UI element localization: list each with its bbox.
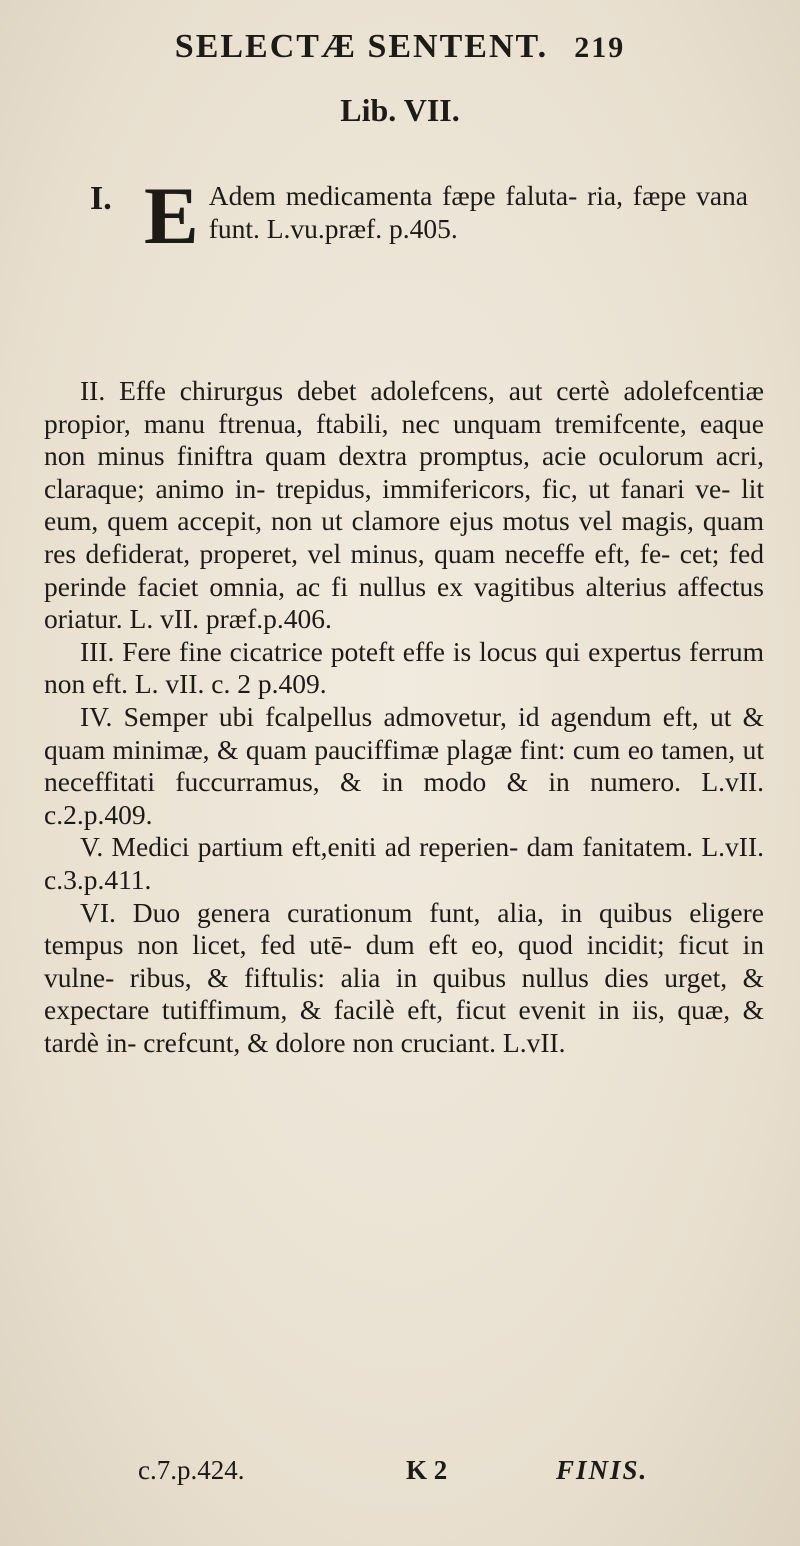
section-numeral-v: V.	[80, 831, 104, 863]
section-ii	[44, 375, 764, 636]
signature-mark: K 2	[406, 1455, 448, 1485]
section-i-text: Adem medicamenta fæpe faluta- ria, fæpe vana funt. L.vu.præf. p.405.	[208, 180, 748, 244]
section-iv-text: Semper ubi fcalpellus admovetur, id agendum eft, ut & quam minimæ, & quam pauciffimæ plagæ fint: cum eo tamen, ut neceffitati fuccurramus, & in modo & in numero. L.vII. c.2.p.409.	[44, 700, 764, 830]
page-number: 219	[574, 31, 626, 64]
section-v-text: Medici partium eft,eniti ad reperien- dam fanitatem. L.vII. c.3.p.411.	[44, 831, 764, 895]
final-reference: c.7.p.424.	[138, 1455, 245, 1485]
section-numeral-iv: IV.	[80, 700, 113, 732]
section-i	[138, 170, 748, 261]
section-vi	[44, 897, 764, 1060]
section-numeral-vi: VI.	[80, 896, 116, 928]
finis-label: FINIS.	[556, 1455, 649, 1485]
body-text-continued	[44, 375, 764, 1059]
running-head	[0, 28, 800, 66]
running-head-title: SELECTÆ SENTENT.	[174, 28, 549, 65]
body-text	[138, 170, 748, 261]
drop-cap: E	[144, 170, 199, 261]
section-ii-text: Effe chirurgus debet adolefcens, aut certè adolefcentiæ propior, manu ftrenua, ftabili, nec unquam tremifcente, eaque non minus finiftra quam dextra promptus, acie oculorum acri, claraque; animo in- trepidus, immifericors, fic, ut fanari ve- lit eum, quem accepit, non ut clamore ejus motus vel magis, quam res defiderat, properet, vel minus, quam neceffe eft, fe- cet; fed perinde faciet omnia, ac fi nullus ex vagitibus alterius affectus oriatur. L. vII. præf.p.406.	[44, 375, 764, 635]
section-iii-text: Fere fine cicatrice poteft effe is locus qui expertus ferrum non eft. L. vII. c. 2 p.409.	[44, 635, 764, 700]
section-vi-text: Duo genera curationum funt, alia, in quibus eligere tempus non licet, fed utē- dum eft eo, quod incidit; ficut in vulne- ribus, & fiftulis: alia in quibus nullus dies urget, & expectare tutiffimum, & facilè eft, ficut evenit in iis, quæ, & tardè in- crefcunt, & dolore non cruciant. L.vII.	[44, 896, 765, 1058]
section-iii	[44, 636, 764, 701]
section-numeral-iii: III.	[80, 635, 115, 667]
section-numeral-i: I.	[90, 180, 112, 217]
section-v	[44, 831, 764, 896]
section-numeral-ii: II.	[80, 375, 106, 406]
section-iv	[44, 701, 764, 831]
footer-line	[138, 1455, 758, 1486]
book-label: Lib. VII.	[340, 92, 460, 128]
